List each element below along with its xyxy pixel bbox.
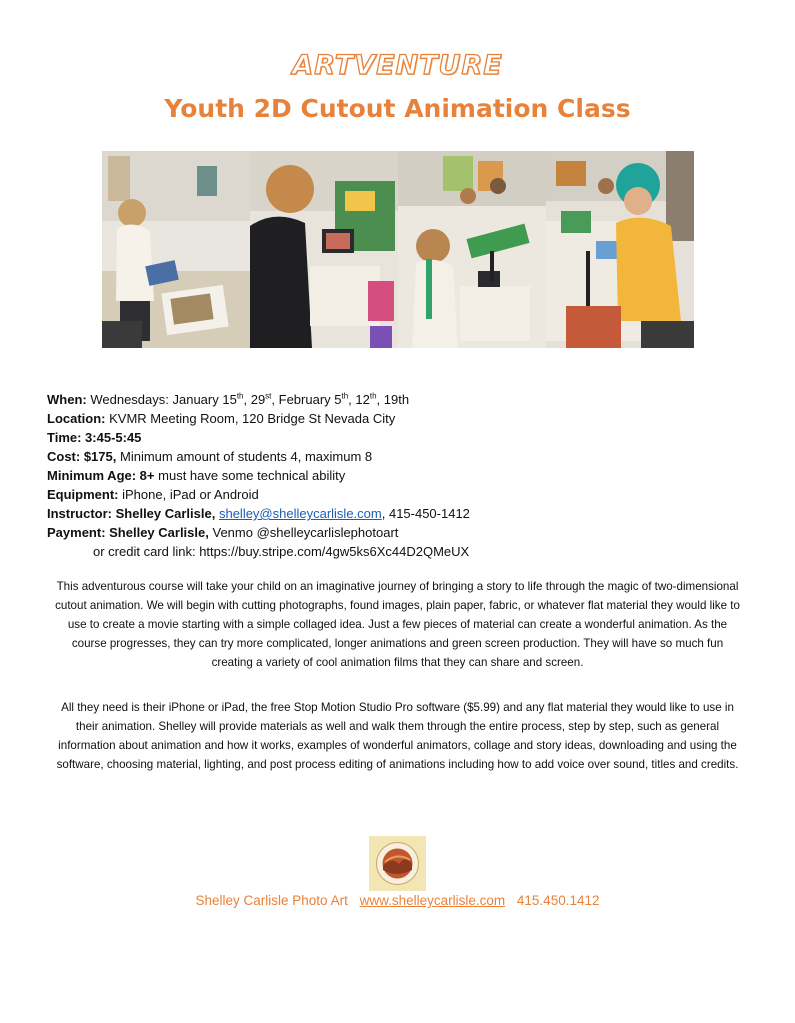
photo-collage bbox=[102, 151, 694, 348]
cost-row: Cost: $175, Minimum amount of students 4, maximum 8 bbox=[47, 449, 373, 464]
equipment-row: Equipment: iPhone, iPad or Android bbox=[47, 487, 259, 502]
instructor-email-link[interactable]: shelley@shelleycarlisle.com bbox=[218, 506, 382, 521]
footer-name: Shelley Carlisle Photo Art bbox=[195, 893, 348, 908]
instructor-row: Instructor: Shelley Carlisle, shelley@shelleycarlisle.com, 415-450-1412 bbox=[47, 506, 470, 521]
location-row: Location: KVMR Meeting Room, 120 Bridge St Nevada City bbox=[47, 411, 396, 426]
class-details bbox=[47, 390, 747, 561]
photo-boy-phone bbox=[250, 151, 398, 348]
footer-phone: 415.450.1412 bbox=[516, 893, 600, 908]
age-row: Minimum Age: 8+ must have some technical ability bbox=[47, 468, 346, 483]
footer-website-link[interactable]: www.shelleycarlisle.com bbox=[359, 893, 506, 908]
page-title: Youth 2D Cutout Animation Class bbox=[164, 94, 631, 123]
photo-girl-green-hair bbox=[398, 151, 546, 348]
footer bbox=[0, 893, 795, 908]
payment-row: Payment: Shelley Carlisle, Venmo @shelleycarlislephotoart bbox=[47, 525, 399, 540]
time-row: Time: 3:45-5:45 bbox=[47, 430, 142, 445]
payment-link-row: or credit card link: https://buy.stripe.com/4gw5ks6Xc44D2QMeUX bbox=[93, 544, 470, 559]
description-paragraph-2: All they need is their iPhone or iPad, the free Stop Motion Studio Pro software ($5.99) and any flat material they would like to use in their animation. Shelley will provide materials as well and walk them through the entire process, step by step, such as general information about animation and how it works, examples of wonderful animators, collage and story ideas, downloading and using the software, choosing material, lighting, and post process editing of animations including how to add voice over sound, titles and credits. bbox=[56, 701, 739, 771]
photo-art-logo bbox=[369, 836, 426, 891]
photo-girl-tablet bbox=[102, 151, 250, 348]
artventure-logo-text: ARTVENTURE bbox=[292, 50, 503, 81]
when-row: When: Wednesdays: January 15th, 29st, February 5th, 12th, 19th bbox=[47, 391, 410, 407]
description-paragraph-1: This adventurous course will take your child on an imaginative journey of bringing a story to life through the magic of two-dimensional cutout animation. We will begin with cutting photographs, found images, plain paper, fabric, or whatever flat material they would like to use to create a movie starting with a simple collaged idea. Just a few pieces of material can create a wonderful animation. As the course progresses, they can try more complicated, longer animations and green screen production. They will have so much fun creating a variety of cool animation films that they can share and screen. bbox=[55, 580, 740, 669]
photo-teal-hair-kid bbox=[546, 151, 694, 348]
